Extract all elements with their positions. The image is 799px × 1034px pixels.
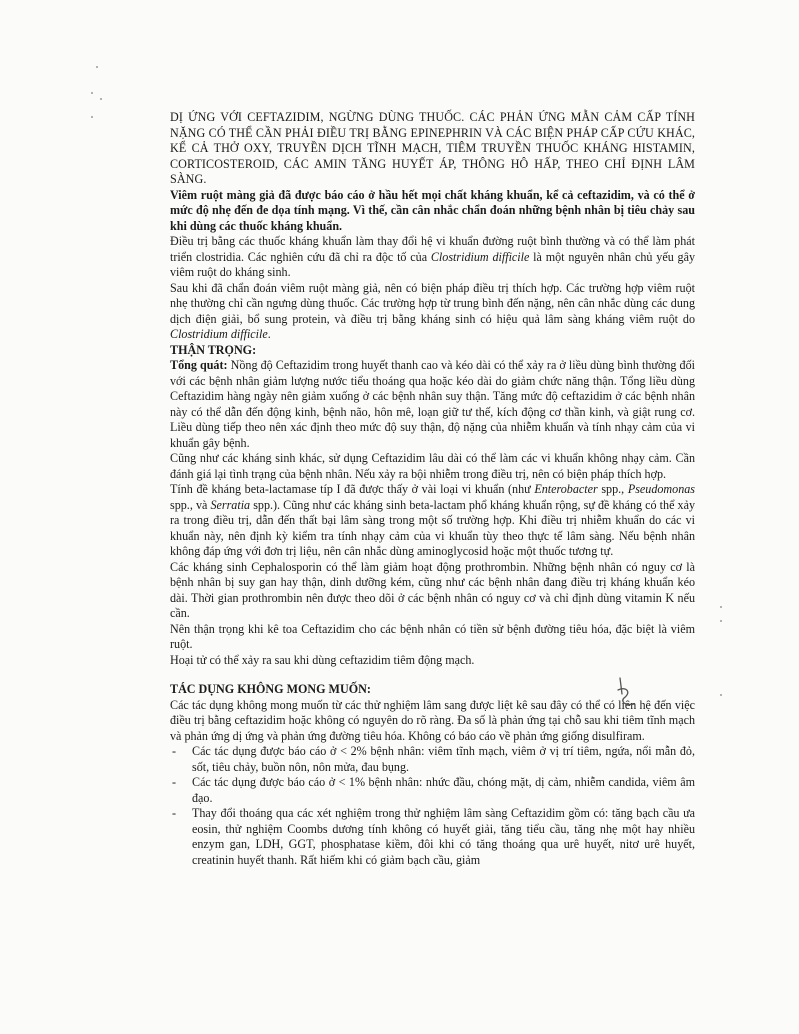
scan-speck	[720, 606, 722, 608]
scan-speck	[720, 620, 722, 622]
heading-caution: THẬN TRỌNG:	[170, 342, 257, 357]
paragraph-colitis-treatment: Sau khi đã chẩn đoán viêm ruột màng giả, nên có biện pháp điều trị thích hợp. Các trường hợp viêm ruột nhẹ thường chỉ cần ngưng dùng thuốc. Các trường hợp từ trung bình đến nặng, nên cân nhắc dùng các dung dịch điện giải, bổ sung protein, và điều trị bằng kháng sinh có hiệu quả lâm sàng kháng viêm ruột do Clostridium difficile.	[170, 280, 695, 341]
list-item: - Các tác dụng được báo cáo ở < 1% bệnh nhân: nhức đầu, chóng mặt, dị cảm, nhiễm candida, viêm âm đạo.	[170, 775, 695, 806]
heading-adverse-effects: TÁC DỤNG KHÔNG MONG MUỐN:	[170, 682, 371, 696]
adverse-effects-list	[170, 744, 695, 868]
paragraph-colitis-warning: Viêm ruột màng giả đã được báo cáo ở hầu hết mọi chất kháng khuẩn, kể cả ceftazidim, và có thể ở mức độ nhẹ đến đe dọa tính mạng. Vì thế, cần cân nhắc chẩn đoán những bệnh nhân bị tiêu chảy sau khi dùng các thuốc kháng khuẩn.	[170, 187, 695, 233]
paragraph-allergy-warning: DỊ ỨNG VỚI CEFTAZIDIM, NGỪNG DÙNG THUỐC. CÁC PHẢN ỨNG MẪN CẢM CẤP TÍNH NẶNG CÓ THỂ CẦN PHẢI ĐIỀU TRỊ BẰNG EPINEPHRIN VÀ CÁC BIỆN PHÁP CẤP CỨU KHÁC, KỂ CẢ THỞ OXY, TRUYỀN DỊCH TĨNH MẠCH, TIÊM TRUYỀN THUỐC KHÁNG HISTAMIN, CORTICOSTEROID, CÁC AMIN TĂNG HUYẾT ÁP, THÔNG HÔ HẤP, THEO CHỈ ĐỊNH LÂM SÀNG.	[170, 110, 695, 186]
scan-speck	[96, 66, 98, 68]
paragraph-necrosis: Hoại tử có thể xảy ra sau khi dùng ceftazidim tiêm động mạch.	[170, 652, 475, 667]
list-item: - Thay đổi thoáng qua các xét nghiệm trong thử nghiệm lâm sàng Ceftazidim gồm có: tăng bạch cầu ưa eosin, thử nghiệm Coombs dương tính không có huyết giải, tăng tiểu cầu, tăng nhẹ một hay nhiều enzym gan, LDH, GGT, phosphatase kiềm, đôi khi có tăng thoáng qua urê huyết, nitơ urê huyết, creatinin huyết thanh. Rất hiếm khi có giảm bạch cầu, giảm	[170, 806, 695, 868]
paragraph-clostridia: Điều trị bằng các thuốc kháng khuẩn làm thay đổi hệ vi khuẩn đường ruột bình thường và có thể làm phát triển clostridia. Các nghiên cứu đã chỉ ra độc tố của Clostridium difficile là một nguyên nhân chủ yếu gây viêm ruột do kháng sinh.	[170, 234, 695, 279]
handwritten-initial-mark	[612, 676, 642, 712]
list-item: - Các tác dụng được báo cáo ở < 2% bệnh nhân: viêm tĩnh mạch, viêm ở vị trí tiêm, ngứa, nổi mẫn đỏ, sốt, tiêu chảy, buồn nôn, nôn mửa, đau bụng.	[170, 744, 695, 775]
paragraph-gi-history: Nên thận trọng khi kê toa Ceftazidim cho các bệnh nhân có tiền sử bệnh đường tiêu hóa, đặc biệt là viêm ruột.	[170, 621, 695, 651]
paragraph-general: Tổng quát: Nồng độ Ceftazidim trong huyết thanh cao và kéo dài có thể xảy ra ở liều dùng bình thường đối với các bệnh nhân giảm lượng nước tiểu thoáng qua hoặc kéo dài do giảm chức năng thận. Tổng liều dùng Ceftazidim hàng ngày nên giảm xuống ở các bệnh nhân suy thận. Tăng mức độ ceftazidim ở các bệnh nhân này có thể dẫn đến động kinh, bệnh não, hôn mê, loạn giữ tư thế, kích động cơ thần kinh, và giật rung cơ. Liều dùng tiếp theo nên xác định theo mức độ suy thận, độ nặng của nhiễm khuẩn và tính nhạy cảm của vi khuẩn gây bệnh.	[170, 358, 695, 450]
scan-speck	[91, 92, 93, 94]
paragraph-resistance: Tính đề kháng beta-lactamase típ I đã được thấy ở vài loại vi khuẩn (như Enterobacter spp., Pseudomonas spp., và Serratia spp.). Cũng như các kháng sinh beta-lactam phổ kháng khuẩn rộng, sự đề kháng có thể xảy ra trong điều trị, dẫn đến thất bại lâm sàng trong một số trường hợp. Khi điều trị nhiễm khuẩn do các vi khuẩn này, nên định kỳ kiểm tra tính nhạy cảm của vi khuẩn tùy theo thực tế lâm sàng. Nếu bệnh nhân không đáp ứng với đơn trị liệu, nên cân nhắc dùng aminoglycosid hoặc một thuốc tương tự.	[170, 482, 695, 558]
scan-speck	[91, 116, 93, 118]
document-body	[170, 110, 695, 868]
paragraph-adverse-intro: Các tác dụng không mong muốn từ các thử nghiệm lâm sang được liệt kê sau đây có thể có liên hệ đến việc điều trị bằng ceftazidim hoặc không có nguyên do rõ ràng. Đa số là phản ứng tại chỗ sau khi tiêm tĩnh mạch và phản ứng dị ứng và phản ứng đường tiêu hóa. Không có báo cáo về phản ứng giống disulfiram.	[170, 697, 695, 743]
scan-speck	[720, 694, 722, 696]
paragraph-superinfection: Cũng như các kháng sinh khác, sử dụng Ceftazidim lâu dài có thể làm các vi khuẩn không nhạy cảm. Cần đánh giá lại tình trạng của bệnh nhân. Nếu xảy ra bội nhiễm trong điều trị, nên có biện pháp thích hợp.	[170, 451, 695, 481]
paragraph-prothrombin: Các kháng sinh Cephalosporin có thể làm giảm hoạt động prothrombin. Những bệnh nhân có nguy cơ là bệnh nhân bị suy gan hay thận, dinh dưỡng kém, cũng như các bệnh nhân đang điều trị kháng khuẩn kéo dài. Thời gian prothrombin nên được theo dõi ở các bệnh nhân có nguy cơ và chỉ định dùng vitamin K nếu cần.	[170, 559, 695, 620]
scan-speck	[100, 98, 102, 100]
